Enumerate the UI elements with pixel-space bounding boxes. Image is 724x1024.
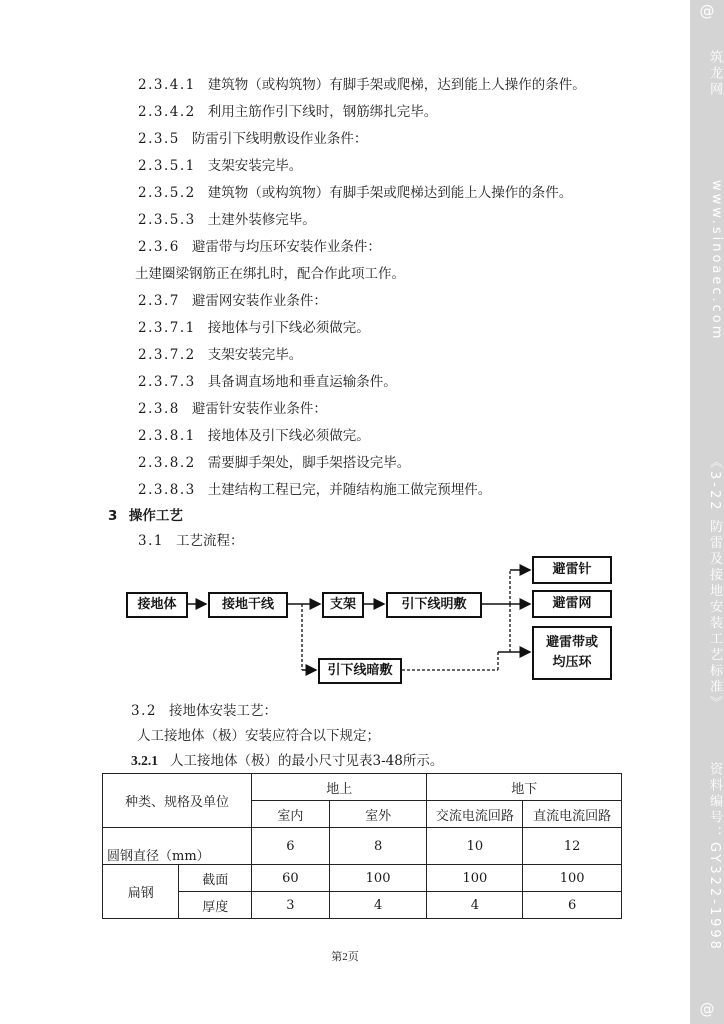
clause-number: 2.3.5.2 (138, 185, 196, 201)
table-row (103, 865, 622, 892)
clause-number: 2.3.5.1 (138, 158, 196, 174)
box-lightning-belt (532, 626, 612, 680)
clause-number: 2.3.7 (138, 293, 180, 309)
table-row (103, 828, 622, 865)
box-belt-line2: 均压环 (552, 655, 592, 670)
header-above-ground: 地上 (252, 774, 427, 801)
subsection-number: 3.2 (131, 703, 157, 719)
min-size-table (102, 773, 622, 919)
subsection-title: 工艺流程： (175, 533, 244, 549)
clause-text: 接地体及引下线必须做完。 (207, 428, 370, 444)
clause-number: 2.3.6 (138, 239, 180, 255)
box-concealed-downlead: 引下线暗敷 (318, 658, 402, 684)
subsection-title: 人工接地体（极）的最小尺寸见表3-48所示。 (170, 753, 444, 769)
page-number: 第2页 (331, 951, 359, 963)
clause-number: 2.3.4.2 (138, 104, 196, 120)
table-row (103, 892, 622, 919)
clause-number: 2.3.7.2 (138, 347, 196, 363)
at-symbol-top: @ (699, 2, 715, 20)
clause-number: 2.3.8.3 (138, 482, 196, 498)
cell: 6 (252, 828, 330, 865)
text-line (138, 292, 327, 310)
subsection-3-2 (131, 702, 277, 720)
subsection-3-1 (138, 532, 243, 550)
row-label-round-steel: 圆钢直径（mm） (103, 828, 252, 865)
cell: 6 (523, 892, 622, 919)
subsection-3-2-1 (131, 752, 443, 770)
clause-text: 利用主筋作引下线时，钢筋绑扎完毕。 (207, 104, 438, 120)
clause-text: 接地体与引下线必须做完。 (207, 320, 370, 336)
text-line (138, 157, 302, 175)
table-corner-header: 种类、规格及单位 (103, 774, 252, 828)
box-grounding-body: 接地体 (126, 592, 188, 618)
clause-text: 土建结构工程已完，并随结构施工做完预埋件。 (207, 482, 492, 498)
subsection-title: 接地体安装工艺： (168, 703, 277, 719)
at-symbol-bottom: @ (699, 1000, 715, 1018)
clause-text: 支架安装完毕。 (207, 347, 303, 363)
clause-number: 2.3.4.1 (138, 77, 196, 93)
clause-text: 土建外装修完毕。 (207, 212, 316, 228)
cell: 100 (523, 865, 622, 892)
subsection-number: 3.2.1 (131, 753, 158, 768)
header-indoor: 室内 (252, 801, 330, 828)
clause-text: 避雷网安装作业条件： (191, 293, 327, 309)
text-line (138, 211, 316, 229)
cell: 10 (427, 828, 523, 865)
box-lightning-rod: 避雷针 (532, 556, 612, 584)
clause-number: 2.3.5.3 (138, 212, 196, 228)
section-title: 操作工艺 (128, 508, 183, 524)
cell: 4 (427, 892, 523, 919)
sidebar-site-name: 筑龙网 (707, 50, 722, 98)
clause-number: 2.3.8.1 (138, 428, 196, 444)
cell: 100 (329, 865, 427, 892)
cell: 4 (329, 892, 427, 919)
row-label-flat-steel: 扁钢 (103, 865, 179, 919)
text-line (138, 184, 572, 202)
section-number: 3 (108, 508, 119, 524)
text-line (138, 319, 370, 337)
clause-text: 避雷带与均压环安装作业条件： (191, 239, 381, 255)
cell: 12 (523, 828, 622, 865)
clause-number: 2.3.5 (138, 131, 180, 147)
text-line (138, 400, 327, 418)
process-flow-chart (120, 552, 620, 692)
cell: 60 (252, 865, 330, 892)
clause-text: 具备调直场地和垂直运输条件。 (207, 374, 397, 390)
subsection-number: 3.1 (138, 533, 164, 549)
box-grounding-trunk: 接地干线 (208, 592, 288, 618)
sidebar-doc-code: 资料编号：GY322-1998 (707, 762, 722, 952)
text-line (138, 373, 397, 391)
cell: 3 (252, 892, 330, 919)
box-exposed-downlead: 引下线明敷 (386, 592, 482, 618)
header-dc: 直流电流回路 (523, 801, 622, 828)
cell: 100 (427, 865, 523, 892)
text-line (138, 76, 586, 94)
clause-text: 需要脚手架处，脚手架搭设完毕。 (207, 455, 411, 471)
clause-text: 避雷针安装作业条件： (191, 401, 327, 417)
header-outdoor: 室外 (329, 801, 427, 828)
sidebar-url: www.sinoaec.com (709, 180, 724, 342)
text-line (138, 130, 367, 148)
text-line (138, 346, 302, 364)
box-bracket: 支架 (322, 592, 364, 618)
row-sublabel-thickness: 厚度 (179, 892, 252, 919)
box-belt-line1: 避雷带或 (545, 635, 598, 650)
clause-text: 建筑物（或构筑物）有脚手架或爬梯，达到能上人操作的条件。 (207, 77, 586, 93)
clause-number: 2.3.7.1 (138, 320, 196, 336)
clause-text: 建筑物（或构筑物）有脚手架或爬梯达到能上人操作的条件。 (207, 185, 573, 201)
clause-number: 2.3.8 (138, 401, 180, 417)
text-line (138, 427, 370, 445)
clause-number: 2.3.8.2 (138, 455, 196, 471)
section-3-heading (108, 507, 183, 525)
clause-number: 2.3.7.3 (138, 374, 196, 390)
paragraph-3-2: 人工接地体（极）安装应符合以下规定； (137, 728, 380, 744)
clause-text: 土建圈梁钢筋正在绑扎时，配合作此项工作。 (135, 266, 405, 282)
text-line (135, 265, 405, 283)
watermark-sidebar (690, 0, 724, 1024)
header-ac: 交流电流回路 (427, 801, 523, 828)
text-line (138, 238, 381, 256)
text-line (138, 103, 437, 121)
header-underground: 地下 (427, 774, 622, 801)
box-lightning-net: 避雷网 (532, 590, 612, 618)
clause-text: 防雷引下线明敷设作业条件： (191, 131, 368, 147)
clause-text: 支架安装完毕。 (207, 158, 303, 174)
text-line (138, 481, 491, 499)
sidebar-doc-title: 《3-22 防雷及接地安装工艺标准》 (707, 455, 722, 712)
cell: 8 (329, 828, 427, 865)
text-line (138, 454, 410, 472)
row-sublabel-section: 截面 (179, 865, 252, 892)
